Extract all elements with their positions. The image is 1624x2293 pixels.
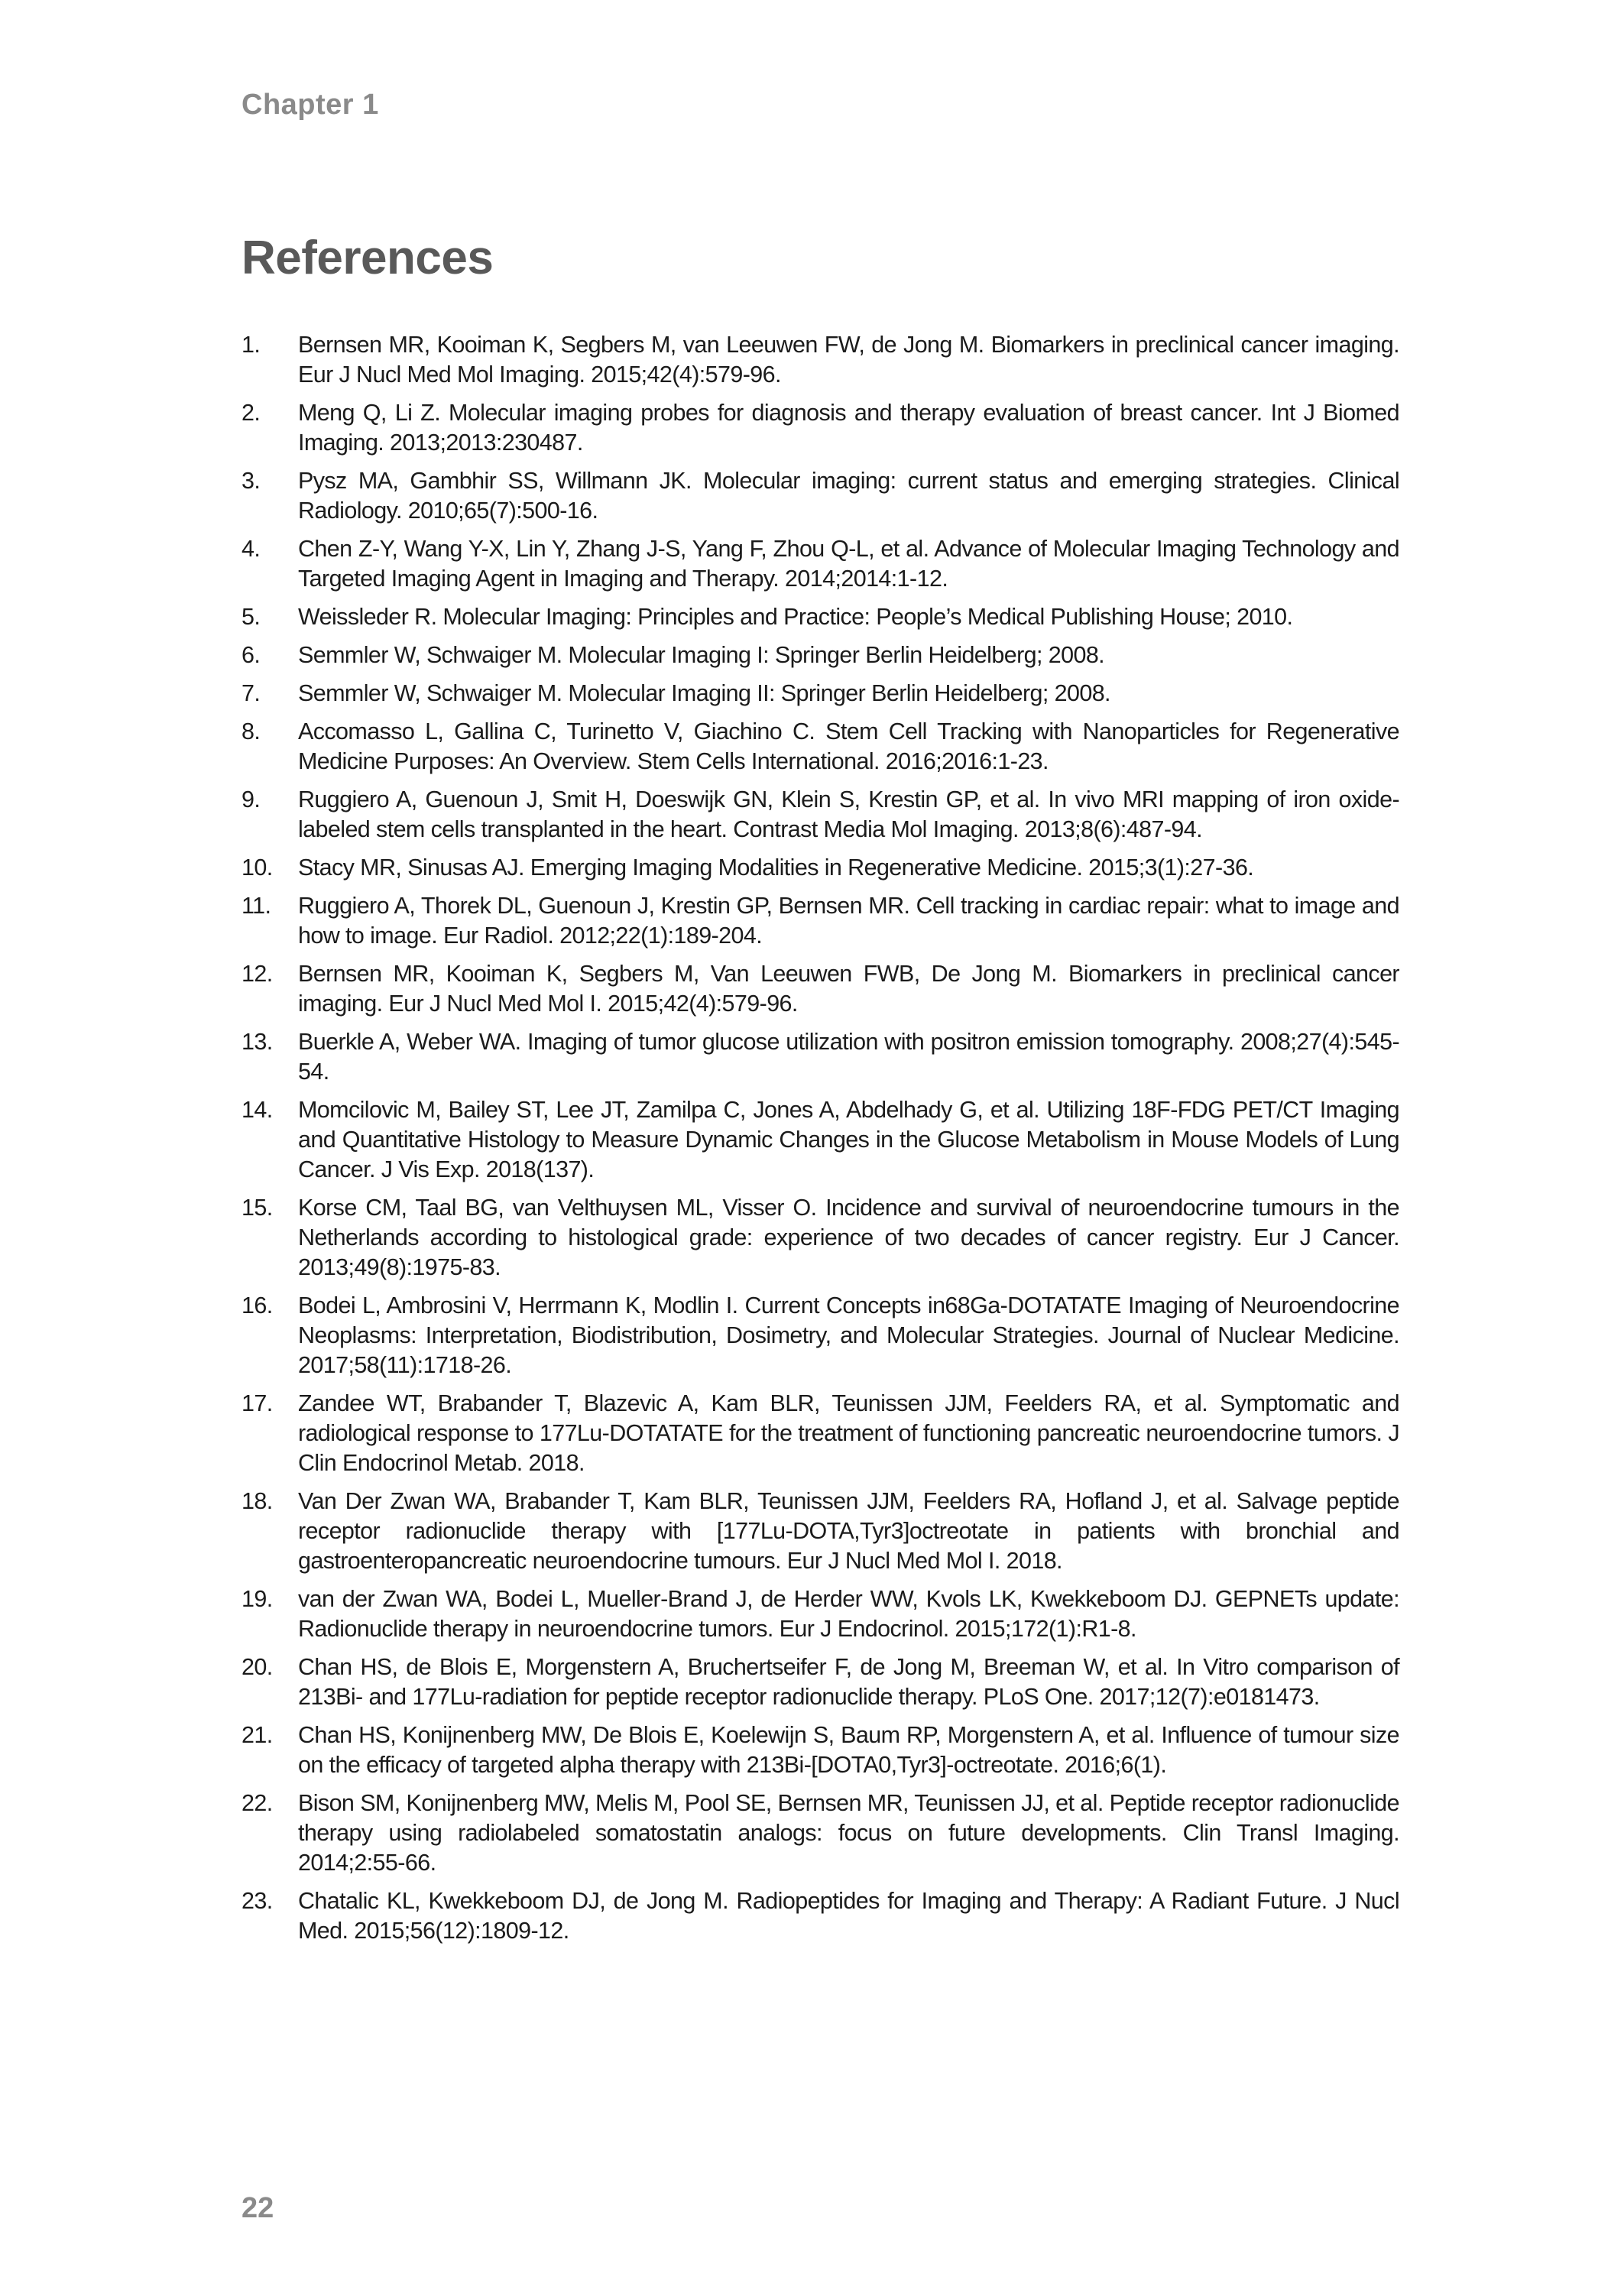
reference-number: 9. bbox=[241, 786, 261, 812]
reference-item bbox=[241, 641, 1399, 670]
reference-text: van der Zwan WA, Bodei L, Mueller-Brand J, de Herder WW, Kvols LK, Kwekkeboom DJ. GEPNETs update: Radionuclide therapy in neuroendocrine tumors. Eur J Endocrinol. 2015;172(1):R1-8. bbox=[298, 1586, 1399, 1642]
reference-item bbox=[241, 602, 1399, 632]
reference-item bbox=[241, 330, 1399, 390]
reference-item bbox=[241, 1193, 1399, 1283]
reference-item bbox=[241, 398, 1399, 458]
reference-item bbox=[241, 1027, 1399, 1087]
reference-item bbox=[241, 1584, 1399, 1644]
reference-text: Pysz MA, Gambhir SS, Willmann JK. Molecular imaging: current status and emerging strategies. Clinical Radiology. 2010;65(7):500-16. bbox=[298, 468, 1399, 524]
reference-text: Momcilovic M, Bailey ST, Lee JT, Zamilpa C, Jones A, Abdelhady G, et al. Utilizing 18F-FDG PET/CT Imaging and Quantitative Histology to Measure Dynamic Changes in the Glucose Metabolism in Mouse Models of Lung Cancer. J Vis Exp. 2018(137). bbox=[298, 1097, 1399, 1182]
reference-item bbox=[241, 853, 1399, 883]
section-title: References bbox=[241, 232, 494, 284]
reference-item bbox=[241, 1886, 1399, 1946]
reference-text: Semmler W, Schwaiger M. Molecular Imaging II: Springer Berlin Heidelberg; 2008. bbox=[298, 680, 1110, 706]
reference-number: 15. bbox=[241, 1195, 273, 1221]
reference-number: 17. bbox=[241, 1390, 273, 1416]
reference-number: 8. bbox=[241, 718, 261, 744]
reference-number: 19. bbox=[241, 1586, 273, 1612]
reference-text: Weissleder R. Molecular Imaging: Principles and Practice: People’s Medical Publishing House; 2010. bbox=[298, 604, 1293, 630]
reference-number: 18. bbox=[241, 1488, 273, 1514]
reference-number: 14. bbox=[241, 1097, 273, 1123]
reference-number: 1. bbox=[241, 332, 261, 358]
reference-text: Chen Z-Y, Wang Y-X, Lin Y, Zhang J-S, Yang F, Zhou Q-L, et al. Advance of Molecular Imaging Technology and Targeted Imaging Agent in Imaging and Therapy. 2014;2014:1-12. bbox=[298, 536, 1399, 592]
reference-text: Zandee WT, Brabander T, Blazevic A, Kam BLR, Teunissen JJM, Feelders RA, et al. Symptomatic and radiological response to 177Lu-DOTATATE for the treatment of functioning pancreatic neuroendocrine tumors. J Clin Endocrinol Metab. 2018. bbox=[298, 1390, 1399, 1476]
reference-number: 11. bbox=[241, 893, 271, 919]
reference-item bbox=[241, 785, 1399, 845]
reference-item bbox=[241, 891, 1399, 951]
reference-item bbox=[241, 1789, 1399, 1878]
reference-text: Stacy MR, Sinusas AJ. Emerging Imaging Modalities in Regenerative Medicine. 2015;3(1):27-36. bbox=[298, 855, 1254, 881]
reference-text: Chatalic KL, Kwekkeboom DJ, de Jong M. Radiopeptides for Imaging and Therapy: A Radiant Future. J Nucl Med. 2015;56(12):1809-12. bbox=[298, 1888, 1399, 1944]
reference-number: 6. bbox=[241, 642, 261, 668]
reference-number: 21. bbox=[241, 1722, 273, 1748]
reference-item bbox=[241, 679, 1399, 709]
reference-item bbox=[241, 1487, 1399, 1576]
reference-text: Meng Q, Li Z. Molecular imaging probes for diagnosis and therapy evaluation of breast cancer. Int J Biomed Imaging. 2013;2013:230487. bbox=[298, 400, 1399, 456]
reference-text: Bernsen MR, Kooiman K, Segbers M, van Leeuwen FW, de Jong M. Biomarkers in preclinical cancer imaging. Eur J Nucl Med Mol Imaging. 2015;42(4):579-96. bbox=[298, 332, 1399, 388]
reference-number: 10. bbox=[241, 855, 273, 881]
reference-number: 7. bbox=[241, 680, 261, 706]
reference-item bbox=[241, 1721, 1399, 1780]
reference-text: Buerkle A, Weber WA. Imaging of tumor glucose utilization with positron emission tomography. 2008;27(4):545-54. bbox=[298, 1029, 1399, 1085]
reference-number: 13. bbox=[241, 1029, 273, 1055]
reference-text: Van Der Zwan WA, Brabander T, Kam BLR, Teunissen JJM, Feelders RA, Hofland J, et al. Salvage peptide receptor radionuclide therapy with [177Lu-DOTA,Tyr3]octreotate in patients with bronchial and gastroenteropancreatic neuroendocrine tumours. Eur J Nucl Med Mol I. 2018. bbox=[298, 1488, 1399, 1574]
reference-list bbox=[241, 330, 1399, 1954]
running-head: Chapter 1 bbox=[241, 89, 379, 121]
reference-text: Chan HS, Konijnenberg MW, De Blois E, Koelewijn S, Baum RP, Morgenstern A, et al. Influence of tumour size on the efficacy of targeted alpha therapy with 213Bi-[DOTA0,Tyr3]-octreotate. 2016;6(1). bbox=[298, 1722, 1399, 1778]
reference-item bbox=[241, 1389, 1399, 1478]
reference-item bbox=[241, 466, 1399, 526]
reference-number: 20. bbox=[241, 1654, 273, 1680]
reference-text: Ruggiero A, Thorek DL, Guenoun J, Krestin GP, Bernsen MR. Cell tracking in cardiac repair: what to image and how to image. Eur Radiol. 2012;22(1):189-204. bbox=[298, 893, 1399, 949]
reference-text: Accomasso L, Gallina C, Turinetto V, Giachino C. Stem Cell Tracking with Nanoparticles for Regenerative Medicine Purposes: An Overview. Stem Cells International. 2016;2016:1-23. bbox=[298, 718, 1399, 774]
reference-number: 4. bbox=[241, 536, 261, 562]
reference-number: 22. bbox=[241, 1790, 273, 1816]
reference-number: 2. bbox=[241, 400, 261, 426]
reference-item bbox=[241, 1291, 1399, 1380]
reference-text: Bodei L, Ambrosini V, Herrmann K, Modlin I. Current Concepts in68Ga-DOTATATE Imaging of Neuroendocrine Neoplasms: Interpretation, Biodistribution, Dosimetry, and Molecular Strategies. Journal of Nuclear Medicine. 2017;58(11):1718-26. bbox=[298, 1292, 1399, 1378]
reference-item bbox=[241, 717, 1399, 777]
reference-text: Ruggiero A, Guenoun J, Smit H, Doeswijk GN, Klein S, Krestin GP, et al. In vivo MRI mapping of iron oxide-labeled stem cells transplanted in the heart. Contrast Media Mol Imaging. 2013;8(6):487-94. bbox=[298, 786, 1399, 842]
reference-item bbox=[241, 534, 1399, 594]
reference-text: Bison SM, Konijnenberg MW, Melis M, Pool SE, Bernsen MR, Teunissen JJ, et al. Peptide receptor radionuclide therapy using radiolabeled somatostatin analogs: focus on future developments. Clin Transl Imaging. 2014;2:55-66. bbox=[298, 1790, 1399, 1876]
reference-item bbox=[241, 1095, 1399, 1185]
reference-text: Semmler W, Schwaiger M. Molecular Imaging I: Springer Berlin Heidelberg; 2008. bbox=[298, 642, 1105, 668]
reference-number: 23. bbox=[241, 1888, 273, 1914]
reference-number: 5. bbox=[241, 604, 261, 630]
reference-number: 3. bbox=[241, 468, 261, 494]
reference-item bbox=[241, 1652, 1399, 1712]
reference-number: 12. bbox=[241, 961, 273, 987]
reference-number: 16. bbox=[241, 1292, 273, 1318]
reference-item bbox=[241, 959, 1399, 1019]
reference-text: Chan HS, de Blois E, Morgenstern A, Bruchertseifer F, de Jong M, Breeman W, et al. In Vitro comparison of 213Bi- and 177Lu-radiation for peptide receptor radionuclide therapy. PLoS One. 2017;12(7):e0181473. bbox=[298, 1654, 1399, 1710]
page-number: 22 bbox=[241, 2192, 274, 2224]
reference-text: Bernsen MR, Kooiman K, Segbers M, Van Leeuwen FWB, De Jong M. Biomarkers in preclinical cancer imaging. Eur J Nucl Med Mol I. 2015;42(4):579-96. bbox=[298, 961, 1399, 1017]
reference-text: Korse CM, Taal BG, van Velthuysen ML, Visser O. Incidence and survival of neuroendocrine tumours in the Netherlands according to histological grade: experience of two decades of cancer registry. Eur J Cancer. 2013;49(8):1975-83. bbox=[298, 1195, 1399, 1280]
